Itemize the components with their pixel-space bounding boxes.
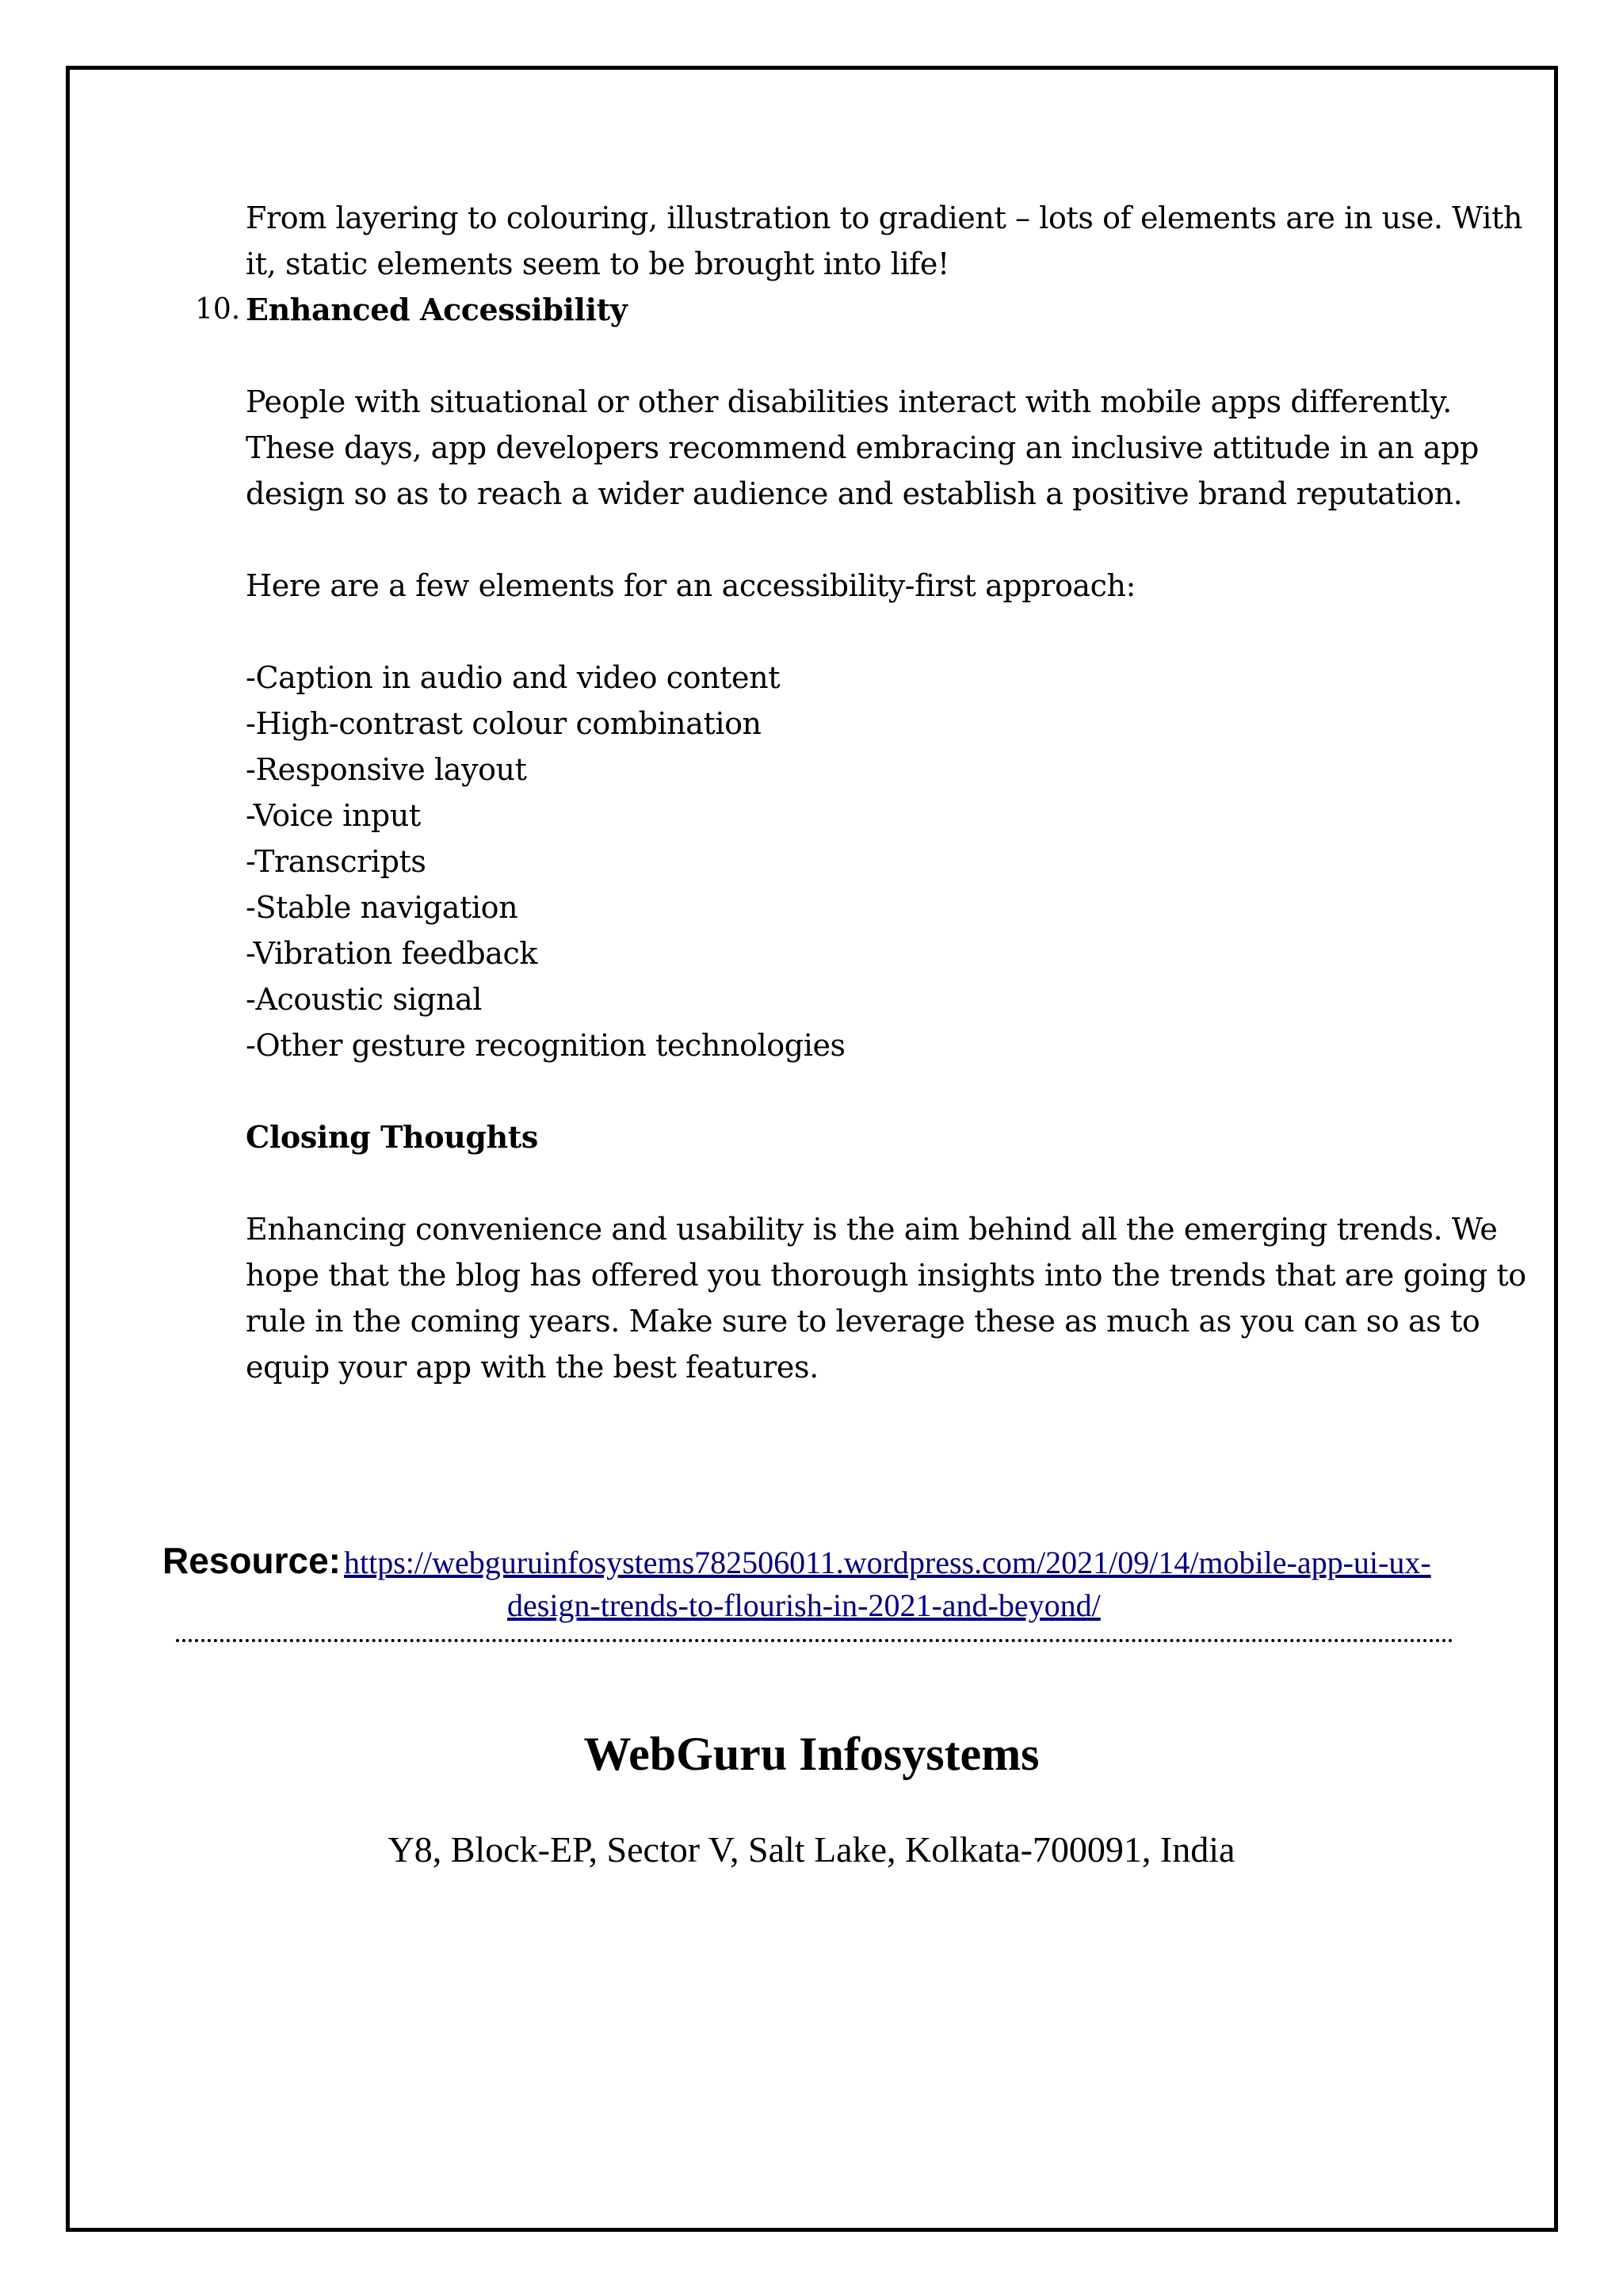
- list-item: -Acoustic signal: [246, 982, 483, 1017]
- closing-paragraph-line-1: Enhancing convenience and usability is the aim behind all the emerging trends. We: [246, 1212, 1498, 1247]
- resource-link[interactable]: https://webguruinfosystems782506011.wordpress.com/2021/09/14/mobile-app-ui-ux-: [343, 1545, 1431, 1580]
- resource-link-continued[interactable]: design-trends-to-flourish-in-2021-and-beyond/: [507, 1587, 1101, 1623]
- section-paragraph-line-3: design so as to reach a wider audience and establish a positive brand reputation.: [246, 476, 1463, 511]
- section-number: 10.: [195, 293, 241, 326]
- intro-line-2: it, static elements seem to be brought into life!: [246, 246, 949, 281]
- section-heading: Enhanced Accessibility: [246, 292, 628, 327]
- closing-paragraph-line-4: equip your app with the best features.: [246, 1350, 819, 1385]
- dotted-divider: [176, 1639, 1453, 1642]
- list-item: -Responsive layout: [246, 752, 527, 787]
- list-intro: Here are a few elements for an accessibility-first approach:: [246, 568, 1136, 603]
- list-item: -Other gesture recognition technologies: [246, 1028, 846, 1063]
- company-name: WebGuru Infosystems: [583, 1728, 1040, 1780]
- list-item: -Stable navigation: [246, 890, 518, 925]
- list-item: -Caption in audio and video content: [246, 660, 781, 695]
- list-item: -Transcripts: [246, 844, 426, 879]
- company-address: Y8, Block-EP, Sector V, Salt Lake, Kolkata-700091, India: [388, 1829, 1235, 1870]
- list-item: -High-contrast colour combination: [246, 706, 762, 741]
- section-paragraph-line-2: These days, app developers recommend embracing an inclusive attitude in an app: [246, 430, 1479, 465]
- list-item: -Voice input: [246, 798, 421, 833]
- intro-line-1: From layering to colouring, illustration to gradient – lots of elements are in use. With: [246, 201, 1522, 235]
- closing-paragraph-line-3: rule in the coming years. Make sure to leverage these as much as you can so as to: [246, 1304, 1480, 1339]
- list-item: -Vibration feedback: [246, 936, 538, 971]
- closing-heading: Closing Thoughts: [246, 1119, 538, 1155]
- section-paragraph-line-1: People with situational or other disabilities interact with mobile apps differently.: [246, 384, 1452, 419]
- resource-label: Resource:: [162, 1540, 341, 1581]
- closing-paragraph-line-2: hope that the blog has offered you thorough insights into the trends that are going to: [246, 1258, 1526, 1293]
